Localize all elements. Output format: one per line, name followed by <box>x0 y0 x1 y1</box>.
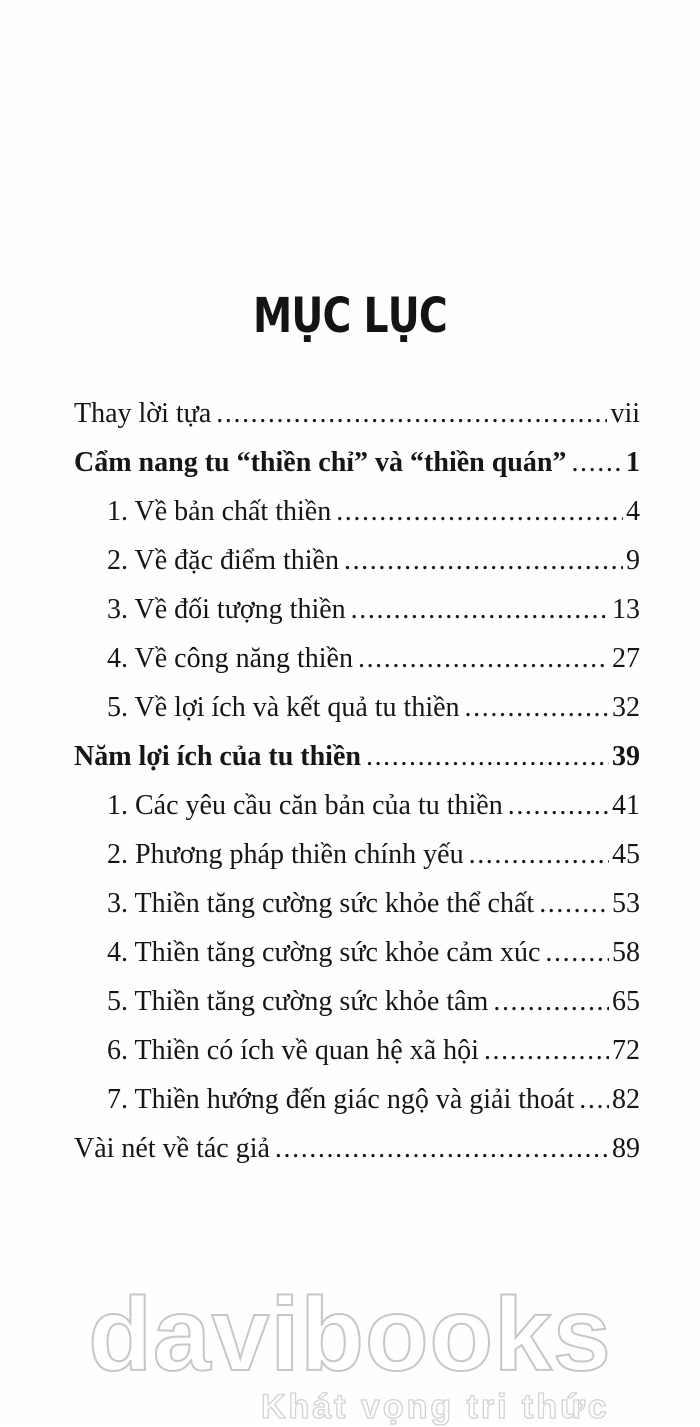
dot-leader <box>216 389 607 438</box>
toc-entry-label: 4. Thiền tăng cường sức khỏe cảm xúc <box>107 937 541 968</box>
toc-entry <box>74 781 640 830</box>
brand-watermark: davibooks <box>88 1277 612 1393</box>
toc-entry <box>74 438 640 487</box>
toc-entry-label: 7. Thiền hướng đến giác ngộ và giải thoát <box>107 1084 575 1115</box>
dot-leader <box>469 830 609 879</box>
toc-entry-page: 89 <box>612 1133 640 1164</box>
watermark-inner <box>88 1277 612 1427</box>
toc-entry <box>74 1124 640 1173</box>
toc-entry-label: 1. Các yêu cầu căn bản của tu thiền <box>107 790 503 821</box>
toc-entry-page: 53 <box>612 888 640 919</box>
watermark-tagline: Khát vọng tri thức <box>260 1387 610 1426</box>
toc-entry-label: 2. Phương pháp thiền chính yếu <box>107 839 464 870</box>
dot-leader <box>351 585 609 634</box>
toc-entry-label: 6. Thiền có ích về quan hệ xã hội <box>107 1035 479 1066</box>
toc-entry <box>74 634 640 683</box>
toc-entry <box>74 928 640 977</box>
toc-entry-page: 32 <box>612 692 640 723</box>
dot-leader <box>275 1124 609 1173</box>
toc-entry-page: 72 <box>612 1035 640 1066</box>
toc-entry <box>74 389 640 438</box>
toc-entry-label: Năm lợi ích của tu thiền <box>74 741 361 772</box>
dot-leader <box>493 977 609 1026</box>
watermark <box>0 1277 700 1427</box>
toc-entry-label: 5. Về lợi ích và kết quả tu thiền <box>107 692 460 723</box>
toc-list <box>74 389 640 1173</box>
toc-entry-label: 1. Về bản chất thiền <box>107 496 332 527</box>
toc-entry-page: 58 <box>612 937 640 968</box>
dot-leader <box>465 683 609 732</box>
toc-entry-page: 39 <box>612 741 640 772</box>
dot-leader <box>366 732 609 781</box>
dot-leader <box>358 634 609 683</box>
dot-leader <box>579 1075 609 1124</box>
toc-entry <box>74 879 640 928</box>
dot-leader <box>484 1026 609 1075</box>
dot-leader <box>336 487 623 536</box>
toc-entry-page: vii <box>610 398 640 429</box>
toc-entry-label: 3. Thiền tăng cường sức khỏe thể chất <box>107 888 535 919</box>
toc-entry-page: 45 <box>612 839 640 870</box>
toc-entry-page: 1 <box>626 447 640 478</box>
page-title: MỤC LỤC <box>253 288 447 344</box>
toc-entry-label: Thay lời tựa <box>74 398 212 429</box>
toc-entry-label: 2. Về đặc điểm thiền <box>107 545 339 576</box>
toc-entry-label: 5. Thiền tăng cường sức khỏe tâm <box>107 986 489 1017</box>
toc-entry-page: 27 <box>612 643 640 674</box>
toc-entry-label: Cẩm nang tu “thiền chỉ” và “thiền quán” <box>74 447 567 478</box>
toc-entry <box>74 830 640 879</box>
toc-entry <box>74 1026 640 1075</box>
toc-entry-page: 9 <box>626 545 640 576</box>
dot-leader <box>539 879 609 928</box>
toc-entry <box>74 977 640 1026</box>
toc-entry <box>74 487 640 536</box>
dot-leader <box>508 781 609 830</box>
toc-entry-label: 4. Về công năng thiền <box>107 643 353 674</box>
toc-entry-page: 13 <box>612 594 640 625</box>
toc-entry-label: 3. Về đối tượng thiền <box>107 594 346 625</box>
toc-entry <box>74 683 640 732</box>
dot-leader <box>545 928 609 977</box>
toc-entry-page: 41 <box>612 790 640 821</box>
toc-entry <box>74 732 640 781</box>
toc-entry <box>74 536 640 585</box>
dot-leader <box>571 438 623 487</box>
toc-entry-page: 82 <box>612 1084 640 1115</box>
toc-entry-page: 4 <box>626 496 640 527</box>
toc-entry-page: 65 <box>612 986 640 1017</box>
toc-entry-label: Vài nét về tác giả <box>74 1133 270 1164</box>
toc-entry <box>74 585 640 634</box>
dot-leader <box>344 536 623 585</box>
toc-entry <box>74 1075 640 1124</box>
